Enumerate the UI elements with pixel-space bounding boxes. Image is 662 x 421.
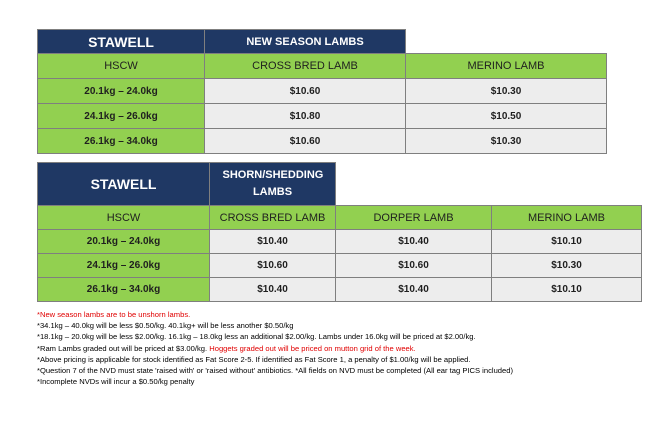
price-cell: $10.30 (492, 254, 642, 278)
header-spacer (406, 30, 607, 54)
price-cell: $10.50 (406, 104, 607, 129)
price-cell: $10.80 (205, 104, 406, 129)
weight-range: 20.1kg – 24.0kg (38, 79, 205, 104)
note-unshorn: *New season lambs are to be unshorn lambs. (37, 310, 191, 319)
location-title: STAWELL (38, 30, 205, 54)
table-row (38, 230, 642, 254)
table-row (38, 129, 607, 154)
category-title (210, 163, 336, 206)
shorn-shedding-lambs-table (37, 162, 642, 302)
weight-range: 20.1kg – 24.0kg (38, 230, 210, 254)
new-season-lambs-table (37, 29, 607, 154)
note-nvd-penalty: *Incomplete NVDs will incur a $0.50/kg penalty (37, 377, 195, 387)
price-cell: $10.60 (205, 129, 406, 154)
price-cell: $10.30 (406, 79, 607, 104)
table-row (38, 278, 642, 302)
column-header-hscw: HSCW (38, 54, 205, 79)
column-header-cross-bred: CROSS BRED LAMB (210, 206, 336, 230)
location-title: STAWELL (38, 163, 210, 206)
price-cell: $10.60 (210, 254, 336, 278)
price-cell: $10.10 (492, 230, 642, 254)
table-row (38, 104, 607, 129)
price-cell: $10.40 (336, 230, 492, 254)
category-title-text: SHORN/SHEDDING LAMBS (222, 169, 324, 198)
price-cell: $10.40 (336, 278, 492, 302)
column-header-merino: MERINO LAMB (492, 206, 642, 230)
note-light-weight: *18.1kg – 20.0kg will be less $2.00/kg. 16.1kg – 18.0kg less an additional $2.00/kg. Lambs under 16.0kg will be priced at $2.00/kg. (37, 332, 476, 342)
weight-range: 24.1kg – 26.0kg (38, 104, 205, 129)
pricing-notes (37, 309, 657, 387)
header-spacer (492, 163, 642, 206)
price-cell: $10.60 (336, 254, 492, 278)
note-hoggets: Hoggets graded out will be priced on mutton grid of the week. (209, 343, 416, 353)
price-cell: $10.10 (492, 278, 642, 302)
note-ram-hoggets (37, 343, 657, 354)
header-spacer (336, 163, 492, 206)
note-heavy-weight: *34.1kg – 40.0kg will be less $0.50/kg. 40.1kg+ will be less another $0.50/kg (37, 321, 294, 331)
price-cell: $10.30 (406, 129, 607, 154)
price-cell: $10.40 (210, 230, 336, 254)
table-row (38, 79, 607, 104)
table-row (38, 254, 642, 278)
price-cell: $10.60 (205, 79, 406, 104)
price-cell: $10.40 (210, 278, 336, 302)
weight-range: 26.1kg – 34.0kg (38, 278, 210, 302)
category-title: NEW SEASON LAMBS (205, 30, 406, 54)
weight-range: 24.1kg – 26.0kg (38, 254, 210, 278)
note-nvd-antibiotics: *Question 7 of the NVD must state 'raised with' or 'raised without' antibiotics. *All fields on NVD must be completed (All ear tag PICS included) (37, 366, 513, 376)
note-fat-score: *Above pricing is applicable for stock identified as Fat Score 2-5. If identified as Fat Score 1, a penalty of $1.00/kg will be applied. (37, 354, 471, 364)
column-header-merino: MERINO LAMB (406, 54, 607, 79)
note-ram-lambs: *Ram Lambs graded out will be priced at $3.00/kg. (37, 343, 208, 353)
column-header-hscw: HSCW (38, 206, 210, 230)
column-header-dorper: DORPER LAMB (336, 206, 492, 230)
column-header-cross-bred: CROSS BRED LAMB (205, 54, 406, 79)
weight-range: 26.1kg – 34.0kg (38, 129, 205, 154)
